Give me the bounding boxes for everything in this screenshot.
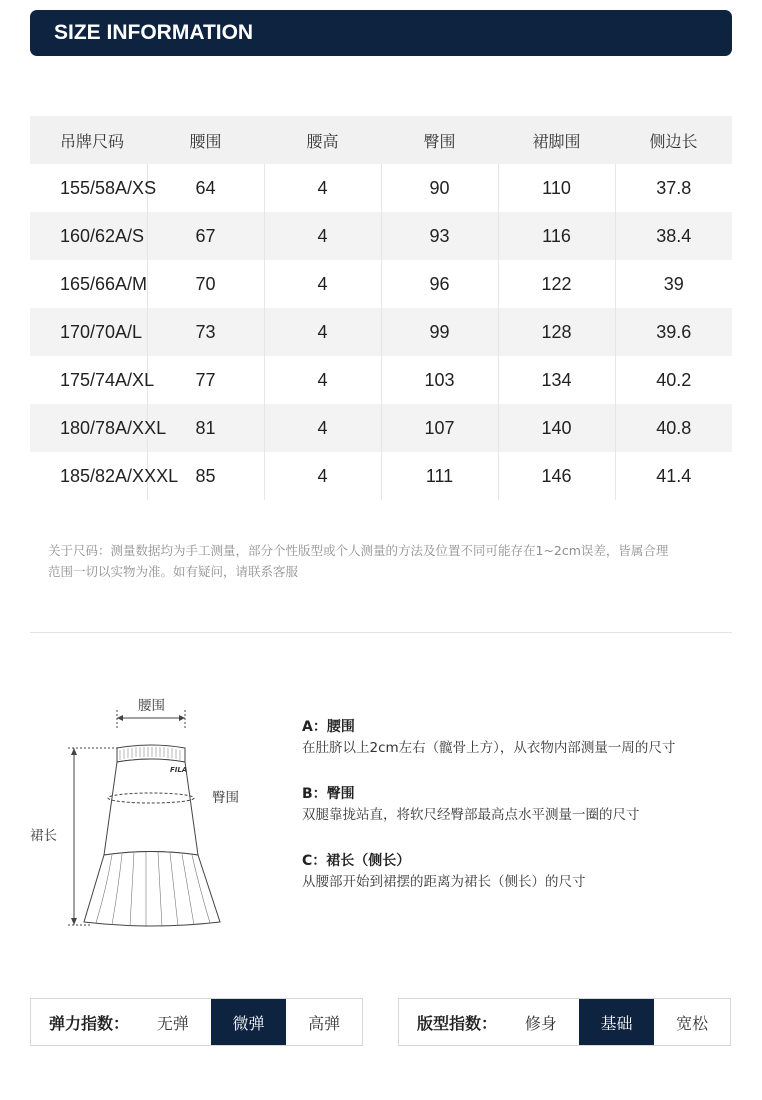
elasticity-option-slight: 微弹: [211, 999, 287, 1045]
cell-side-length: 39.6: [615, 308, 732, 356]
table-row: [30, 404, 732, 452]
cell-hem: 140: [498, 404, 615, 452]
cell-size: 165/66A/M: [60, 273, 148, 294]
cell-waist: 73: [147, 308, 264, 356]
description-title: B：臀围: [302, 786, 355, 802]
cell-hip: 93: [381, 212, 498, 260]
cell-hip: 107: [381, 404, 498, 452]
cell-side-length: 37.8: [615, 164, 732, 212]
table-header-row: [30, 116, 732, 164]
arrow-head: [117, 715, 123, 721]
cell-waist: 77: [147, 356, 264, 404]
column-header-hem: 裙脚围: [498, 116, 615, 164]
cell-hem: 128: [498, 308, 615, 356]
cell-waist: 67: [147, 212, 264, 260]
cell-waist-height: 4: [264, 308, 381, 356]
hip-label: 臀围: [212, 790, 239, 806]
cell-size: 185/82A/XXXL: [60, 465, 179, 486]
section-title: SIZE INFORMATION: [54, 21, 254, 44]
cell-waist-height: 4: [264, 452, 381, 500]
note-line: 范围一切以实物为准。如有疑问，请联系客服: [48, 564, 299, 579]
section-header: [30, 10, 732, 56]
table-row: [30, 212, 732, 260]
skirt-ruffle: [84, 852, 220, 927]
skirt-measurement-diagram: [20, 690, 260, 940]
description-title: C：裙长（侧长）: [302, 853, 411, 869]
column-header-waist-height: 腰高: [264, 116, 381, 164]
size-table: [30, 116, 732, 500]
description-hip: [302, 783, 742, 826]
table-row: [30, 164, 732, 212]
cell-side-length: 40.2: [615, 356, 732, 404]
cell-side-length: 40.8: [615, 404, 732, 452]
description-text: 从腰部开始到裙摆的距离为裙长（侧长）的尺寸: [302, 874, 586, 890]
cell-waist-height: 4: [264, 212, 381, 260]
cell-waist: 70: [147, 260, 264, 308]
cell-hem: 116: [498, 212, 615, 260]
description-text: 在肚脐以上2cm左右（髋骨上方），从衣物内部测量一周的尺寸: [302, 740, 676, 756]
cell-size: 170/70A/L: [30, 308, 147, 356]
cell-size: 155/58A/XS: [60, 177, 157, 198]
table-row: [30, 260, 732, 308]
elasticity-index: [30, 998, 363, 1046]
brand-logo: FILA: [170, 766, 188, 774]
fit-option-loose: 宽松: [676, 1013, 709, 1033]
cell-waist: 85: [147, 452, 264, 500]
cell-size: 180/78A/XXL: [30, 404, 147, 452]
cell-hem: 110: [498, 164, 615, 212]
table-row: [30, 308, 732, 356]
cell-size: 160/62A/S: [30, 212, 147, 260]
cell-hem: 134: [498, 356, 615, 404]
fit-option-regular: 基础: [579, 999, 655, 1045]
arrow-head: [179, 715, 185, 721]
fit-option-slim: 修身: [524, 1013, 557, 1033]
description-title: A：腰围: [302, 719, 355, 735]
fit-index: [398, 998, 731, 1046]
arrow-head: [71, 748, 77, 755]
cell-hip: 90: [381, 164, 498, 212]
length-label: 裙长: [30, 828, 57, 844]
cell-side-length: 38.4: [615, 212, 732, 260]
cell-hip: 111: [381, 452, 498, 500]
cell-waist: 64: [147, 164, 264, 212]
column-header-size: 吊牌尺码: [30, 116, 147, 164]
measurement-descriptions: [302, 716, 742, 917]
skirt-illustration: [20, 690, 260, 940]
elasticity-option-high: 高弹: [308, 1013, 341, 1033]
elasticity-label: 弹力指数：: [49, 1013, 130, 1033]
column-header-waist: 腰围: [147, 116, 264, 164]
cell-side-length: 41.4: [615, 452, 732, 500]
arrow-head: [71, 918, 77, 925]
cell-waist-height: 4: [264, 164, 381, 212]
note-line: 关于尺码：测量数据均为手工测量，部分个性版型或个人测量的方法及位置不同可能存在1~2cm误差，皆属合理: [48, 543, 669, 558]
cell-size: 175/74A/XL: [60, 369, 155, 390]
cell-waist: 81: [147, 404, 264, 452]
cell-waist-height: 4: [264, 356, 381, 404]
table-row: [30, 452, 732, 500]
cell-hem: 122: [498, 260, 615, 308]
measurement-note: [48, 540, 734, 582]
column-header-hip: 臀围: [381, 116, 498, 164]
cell-hem: 146: [498, 452, 615, 500]
cell-waist-height: 4: [264, 404, 381, 452]
divider: [30, 632, 732, 633]
column-header-side-length: 侧边长: [615, 116, 732, 164]
cell-hip: 96: [381, 260, 498, 308]
waist-label: 腰围: [138, 698, 165, 714]
cell-hip: 103: [381, 356, 498, 404]
cell-hip: 99: [381, 308, 498, 356]
cell-side-length: 39: [615, 260, 732, 308]
elasticity-option-none: 无弹: [156, 1013, 189, 1033]
description-waist: [302, 716, 742, 759]
description-text: 双腿靠拢站直，将软尺经臀部最高点水平测量一圈的尺寸: [302, 807, 640, 823]
fit-label: 版型指数：: [417, 1013, 498, 1033]
table-row: [30, 356, 732, 404]
description-length: [302, 850, 742, 893]
cell-waist-height: 4: [264, 260, 381, 308]
